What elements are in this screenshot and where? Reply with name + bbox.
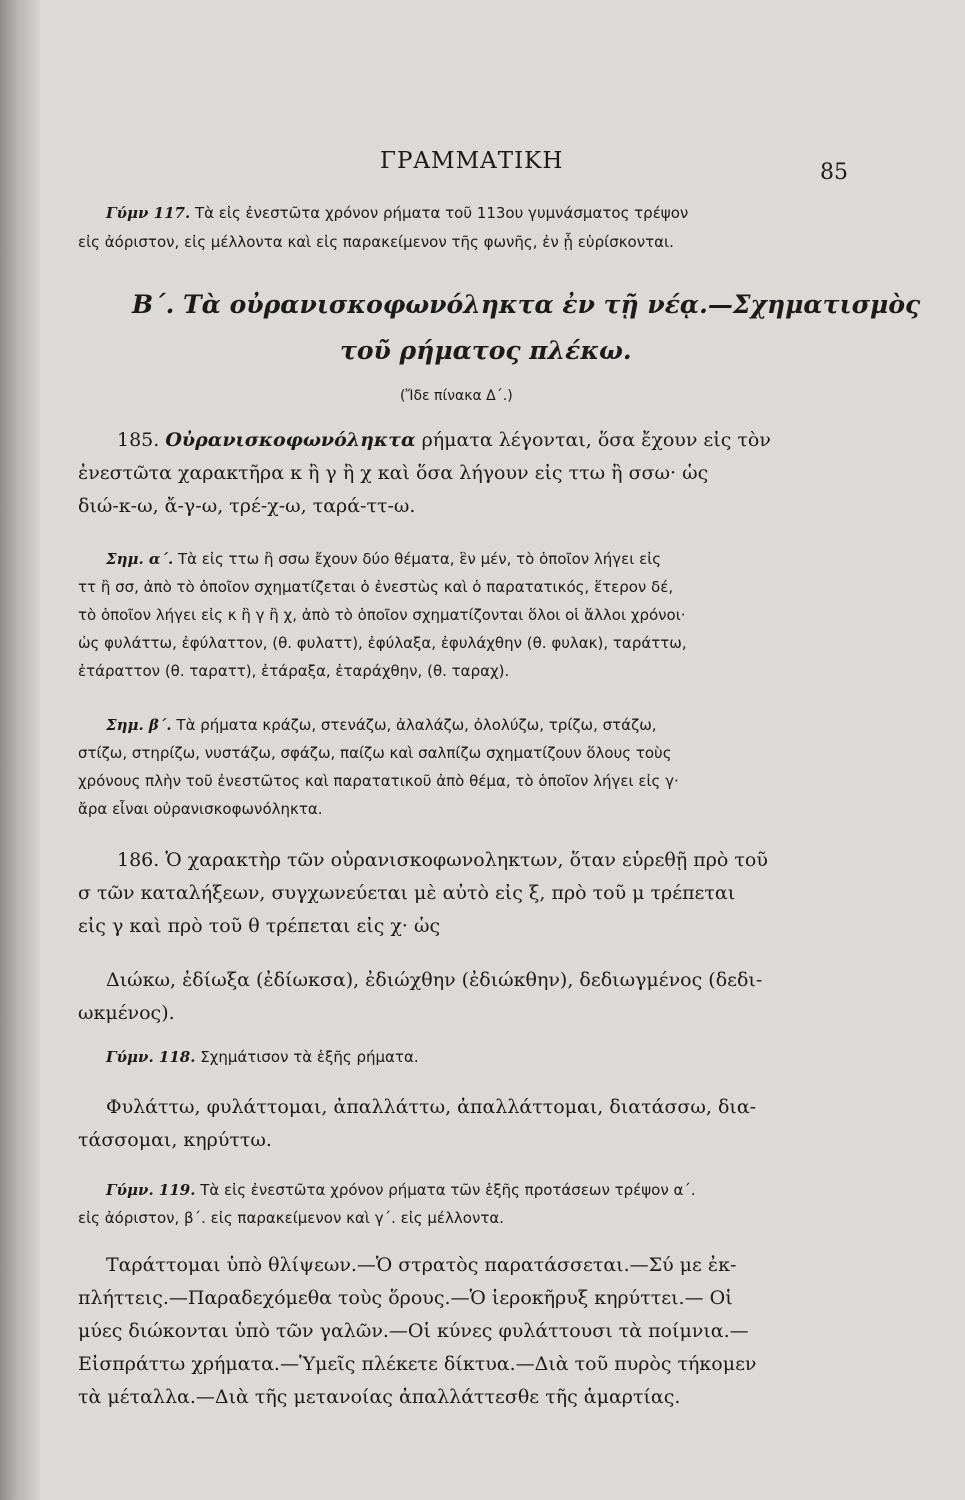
exercise-117-line-1 — [106, 200, 688, 226]
exercise-119-label: Γύμν. 119. — [106, 1181, 196, 1199]
page-number: 85 — [820, 160, 848, 185]
note-a-text-1: Τὰ εἰς ττω ἢ σσω ἔχουν δύο θέματα, ἓν μέν, τὸ ὁποῖον λήγει εἰς — [177, 550, 662, 568]
para-186-example-line-1: Διώκω, ἐδίωξα (ἐδίωκσα), ἐδιώχθην (ἐδιώκθην), δεδιωγμένος (δεδι- — [106, 969, 763, 991]
section-b-title-line-1: Β΄. Τὰ οὐρανισκοφωνόληκτα ἐν τῇ νέᾳ.—Σχηματισμὸς — [132, 290, 921, 319]
page-header-title: ΓΡΑΜΜΑΤΙΚΗ — [380, 148, 564, 174]
note-a-line-5: ἐτάραττον (θ. ταραττ), ἐτάραξα, ἐταράχθην, (θ. ταραχ). — [78, 662, 510, 680]
para-185-number: 185. — [117, 429, 160, 451]
note-b-line-2: στίζω, στηρίζω, νυστάζω, σφάζω, παίζω καὶ σαλπίζω σχηματίζουν ὅλους τοὺς — [78, 744, 672, 762]
note-b-line-4: ἄρα εἶναι οὐρανισκοφωνόληκτα. — [78, 800, 323, 818]
para-185-line-3: διώ-κ-ω, ἄ-γ-ω, τρέ-χ-ω, ταρά-ττ-ω. — [78, 495, 416, 517]
note-b-line-3: χρόνους πλὴν τοῦ ἐνεστῶτος καὶ παρατατικοῦ ἀπὸ θέμα, τὸ ὁποῖον λήγει εἰς γ· — [78, 772, 679, 790]
para-185-term: Οὐρανισκοφωνόληκτα — [165, 429, 416, 451]
note-a-line-1 — [106, 546, 661, 573]
exercise-119-sentences-line-3: μύες διώκονται ὑπὸ τῶν γαλῶν.—Οἱ κύνες φυλάττουσι τὰ ποίμνια.— — [78, 1320, 749, 1342]
para-186-line-1 — [117, 845, 768, 876]
note-a-line-2: ττ ἢ σσ, ἀπὸ τὸ ὁποῖον σχηματίζεται ὁ ἐνεστὼς καὶ ὁ παρατατικός, ἕτερον δέ, — [78, 578, 674, 596]
table-reference: (Ἴδε πίνακα Δ΄.) — [400, 388, 513, 404]
para-186-line-1-text: Ὁ χαρακτὴρ τῶν οὐρανισκοφωνοληκτων, ὅταν εὑρεθῇ πρὸ τοῦ — [165, 849, 768, 871]
note-b-label: Σημ. β΄. — [106, 716, 172, 734]
note-b-line-1 — [106, 712, 657, 739]
note-b-text-1: Τὰ ρήματα κράζω, στενάζω, ἀλαλάζω, ὀλολύζω, τρίζω, στάζω, — [176, 716, 657, 734]
para-186-example-line-2: ωκμένος). — [78, 1002, 175, 1024]
para-185-line-1-text: ρήματα λέγονται, ὅσα ἔχουν εἰς τὸν — [421, 429, 771, 451]
exercise-117-text-1: Τὰ εἰς ἐνεστῶτα χρόνον ρήματα τοῦ 113ου γυμνάσματος τρέψον — [194, 204, 689, 222]
exercise-119-line-2: εἰς ἀόριστον, β΄. εἰς παρακείμενον καὶ γ΄. εἰς μέλλοντα. — [78, 1209, 505, 1227]
section-b-title-line-2: τοῦ ρήματος πλέκω. — [340, 336, 632, 365]
para-185-line-1 — [117, 425, 771, 456]
exercise-119-sentences-line-4: Εἰσπράττω χρήματα.—Ὑμεῖς πλέκετε δίκτυα.—Διὰ τοῦ πυρὸς τήκομεν — [78, 1353, 757, 1375]
exercise-118-line — [106, 1044, 419, 1070]
para-186-line-2: σ τῶν καταλήξεων, συγχωνεύεται μὲ αὐτὸ εἰς ξ, πρὸ τοῦ μ τρέπεται — [78, 882, 736, 904]
exercise-119-line-1 — [106, 1177, 696, 1203]
note-a-line-4: ὡς φυλάττω, ἐφύλαττον, (θ. φυλαττ), ἐφύλαξα, ἐφυλάχθην (θ. φυλακ), ταράττω, — [78, 634, 687, 652]
para-186-line-3: εἰς γ καὶ πρὸ τοῦ θ τρέπεται εἰς χ· ὡς — [78, 915, 441, 937]
exercise-117-line-2: εἰς ἀόριστον, εἰς μέλλοντα καὶ εἰς παρακείμενον τῆς φωνῆς, ἐν ᾗ εὑρίσκονται. — [78, 233, 674, 251]
exercise-118-words-line-2: τάσσομαι, κηρύττω. — [78, 1129, 272, 1151]
exercise-119-sentences-line-5: τὰ μέταλλα.—Διὰ τῆς μετανοίας ἀπαλλάττεσθε τῆς ἁμαρτίας. — [78, 1386, 681, 1408]
para-185-line-2: ἐνεστῶτα χαρακτῆρα κ ἢ γ ἢ χ καὶ ὅσα λήγουν εἰς ττω ἢ σσω· ὡς — [78, 462, 709, 484]
exercise-119-sentences-line-2: πλήττεις.—Παραδεχόμεθα τοὺς ὅρους.—Ὁ ἱεροκῆρυξ κηρύττει.— Οἱ — [78, 1287, 733, 1309]
exercise-119-text-1: Τὰ εἰς ἐνεστῶτα χρόνον ρήματα τῶν ἑξῆς προτάσεων τρέψον α΄. — [200, 1181, 696, 1199]
exercise-118-words-line-1: Φυλάττω, φυλάττομαι, ἀπαλλάττω, ἀπαλλάττομαι, διατάσσω, δια- — [106, 1096, 757, 1118]
exercise-118-label: Γύμν. 118. — [106, 1048, 196, 1066]
note-a-label: Σημ. α΄. — [106, 550, 174, 568]
exercise-117-label: Γύμν 117. — [106, 204, 191, 222]
page-binding-shadow — [0, 0, 40, 1500]
exercise-118-instruction: Σχημάτισον τὰ ἑξῆς ρήματα. — [200, 1048, 419, 1066]
note-a-line-3: τὸ ὁποῖον λήγει εἰς κ ἢ γ ἢ χ, ἀπὸ τὸ ὁποῖον σχηματίζονται ὅλοι οἱ ἄλλοι χρόνοι· — [78, 606, 686, 624]
para-186-number: 186. — [117, 849, 160, 871]
exercise-119-sentences-line-1: Ταράττομαι ὑπὸ θλίψεων.—Ὁ στρατὸς παρατάσσεται.—Σύ με ἐκ- — [106, 1254, 737, 1276]
